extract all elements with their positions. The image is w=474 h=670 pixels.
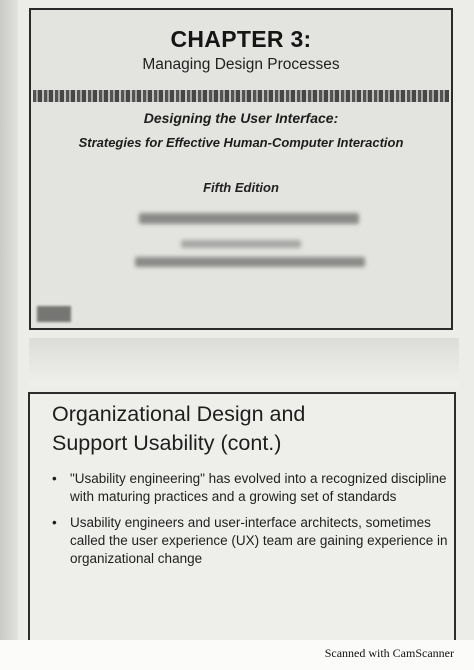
- edition-label: Fifth Edition: [203, 180, 279, 195]
- bullet-marker: •: [52, 515, 57, 530]
- book-title: Designing the User Interface:: [143, 110, 339, 126]
- chapter-title: CHAPTER 3:: [170, 26, 312, 52]
- title-slide: [29, 8, 453, 330]
- bullet-item: [50, 514, 450, 568]
- decorative-strip: [33, 90, 449, 102]
- bullet-item: [50, 470, 450, 506]
- page-gap: [29, 338, 459, 386]
- chapter-subtitle: Managing Design Processes: [142, 56, 340, 73]
- scanner-watermark: Scanned with CamScanner: [324, 646, 454, 660]
- book-subtitle: Strategies for Effective Human-Computer Interaction: [78, 135, 404, 150]
- bullet-text: "Usability engineering" has evolved into a recognized discipline with maturing practices and a growing set of standards: [70, 471, 447, 504]
- slide-heading: [52, 400, 305, 458]
- bullet-marker: •: [52, 471, 57, 486]
- slide-heading-line-1: Organizational Design and: [52, 402, 306, 426]
- page-edge-shadow: [0, 0, 18, 640]
- illegible-coauthor-line: [135, 257, 365, 267]
- bullet-text: Usability engineers and user-interface architects, sometimes called the user experience (UX) team are gaining experience in organizational change: [70, 515, 448, 566]
- illegible-credit-line: [181, 240, 301, 248]
- illegible-author-line: [139, 213, 359, 224]
- slide-heading-line-2: Support Usability (cont.): [52, 431, 282, 455]
- bullet-list: [50, 470, 450, 576]
- publisher-logo: [37, 306, 71, 322]
- content-slide: [28, 392, 456, 640]
